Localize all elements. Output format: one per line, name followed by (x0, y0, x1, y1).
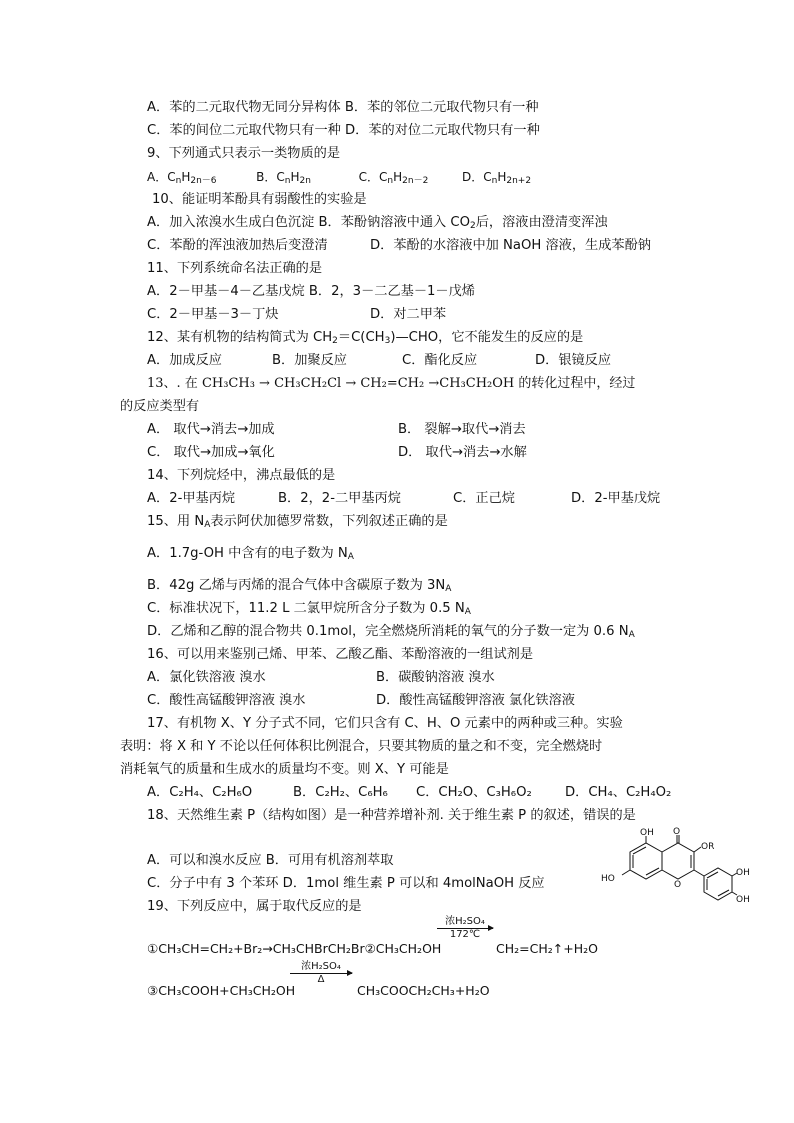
q15-option-d: D．乙烯和乙醇的混合物共 0.1mol，完全燃烧所消耗的氧气的分子数一定为 0.6 $N_A$ (147, 624, 635, 640)
q11-option-c: C．2－甲基－3－丁炔 (147, 307, 279, 322)
q15-option-a: A．1.7g-OH 中含有的电子数为 $N_A$ (147, 546, 354, 562)
q14-option-a: A．2-甲基丙烷 (147, 491, 236, 506)
q13-stem: 13、. 在 CH₃CH₃ → CH₃CH₂Cl → CH₂=CH₂ →CH₃CH₂OH 的转化过程中，经过 (147, 376, 636, 391)
q18-option-ab: A．可以和溴水反应 B．可用有机溶剂萃取 (147, 853, 394, 868)
q11-stem: 11、下列系统命名法正确的是 (147, 261, 323, 276)
q12-option-b: B．加聚反应 (272, 353, 347, 368)
q19-reaction-3: ③CH₃COOH+CH₃CH₂OH (147, 983, 296, 998)
q15-option-b: B．42g 乙烯与丙烯的混合气体中含碳原子数为 $3N_A$ (147, 578, 452, 594)
q16-option-c: C．酸性高锰酸钾溶液 溴水 (147, 693, 306, 708)
q9-option-a: A．$C_nH_{2n-6}$ (147, 170, 217, 186)
q15-stem: 15、用 $N_A$表示阿伏加德罗常数，下列叙述正确的是 (147, 514, 448, 530)
prev-option-cd: C．苯的间位二元取代物只有一种 D．苯的对位二元取代物只有一种 (147, 123, 540, 138)
q12-option-a: A．加成反应 (147, 353, 222, 368)
q17-stem-3: 消耗氧气的质量和生成水的质量均不变。则 X、Y 可能是 (120, 762, 449, 777)
q18-stem: 18、天然维生素 P（结构如图）是一种营养增补剂. 关于维生素 P 的叙述，错误的是 (147, 808, 636, 823)
struct-o-ring: O (674, 880, 682, 890)
q17-stem-1: 17、有机物 X、Y 分子式不同，它们只含有 C、H、O 元素中的两种或三种。实验 (147, 716, 623, 731)
q19-cond-3-bot: Δ (317, 974, 325, 985)
q19-cond-3-top: 浓H₂SO₄ (301, 961, 341, 972)
struct-oh-r1: OH (736, 868, 750, 878)
q15-option-c: C．标准状况下，11.2 L 二氯甲烷所含分子数为 0.5 $N_A$ (147, 601, 471, 617)
q18-option-cd: C．分子中有 3 个苯环 D．1mol 维生素 P 可以和 4molNaOH 反应 (147, 876, 545, 891)
q19-arrow-3 (290, 961, 352, 986)
q13-option-c: C． 取代→加成→氧化 (147, 445, 275, 460)
q17-option-a: A．C₂H₄、C₂H₆O (147, 785, 253, 800)
q17-option-d: D．CH₄、C₂H₄O₂ (565, 785, 672, 800)
q11-option-d: D．对二甲苯 (370, 307, 447, 322)
struct-or: OR (701, 842, 715, 852)
q10-option-c: C．苯酚的浑浊液加热后变澄清 (147, 238, 328, 253)
q12-stem: 12、某有机物的结构简式为 $CH_2=C(CH_3)—CHO$，它不能发生的反应的是 (147, 330, 584, 346)
q13-option-a: A． 取代→消去→加成 (147, 422, 275, 437)
q9-options (147, 168, 531, 186)
q14-option-c: C．正己烷 (453, 491, 515, 506)
q12-option-c: C．酯化反应 (402, 353, 478, 368)
q14-stem: 14、下列烷烃中，沸点最低的是 (147, 468, 336, 483)
q16-stem: 16、可以用来鉴别己烯、甲苯、乙酸乙酯、苯酚溶液的一组试剂是 (147, 647, 534, 662)
q10-stem: 10、能证明苯酚具有弱酸性的实验是 (152, 192, 367, 207)
q13-option-d: D． 取代→消去→水解 (398, 445, 527, 460)
q19-stem: 19、下列反应中，属于取代反应的是 (147, 899, 362, 914)
q13-option-b: B． 裂解→取代→消去 (398, 422, 526, 437)
ring-c (662, 843, 694, 879)
q12-option-d: D．银镜反应 (535, 353, 612, 368)
struct-o-carbonyl: O (673, 827, 681, 837)
q16-option-a: A．氯化铁溶液 溴水 (147, 670, 266, 685)
q19-cond-2-top: 浓H₂SO₄ (445, 916, 485, 927)
q17-option-b: B．C₂H₂、C₆H₆ (293, 785, 388, 800)
struct-ho-left: HO (601, 874, 615, 884)
q19-reaction-1-2: ①CH₃CH=CH₂+Br₂→CH₃CHBrCH₂Br②CH₃CH₂OH (147, 941, 442, 956)
q17-option-c: C．CH₂O、C₃H₆O₂ (416, 785, 532, 800)
q10-option-ab: A．加入浓溴水生成白色沉淀 B．苯酚钠溶液中通入 $CO_2$后，溶液由澄清变浑浊 (147, 215, 608, 231)
q19-product-3: CH₃COOCH₂CH₃+H₂O (357, 983, 490, 998)
q14-option-d: D．2-甲基戊烷 (571, 491, 661, 506)
ring-b (704, 868, 732, 900)
q19-cond-2-bot: 172℃ (449, 929, 481, 940)
q11-option-ab: A．2－甲基－4－乙基戊烷 B．2，3－二乙基－1－戊烯 (147, 284, 475, 299)
q14-option-b: B．2，2-二甲基丙烷 (278, 491, 401, 506)
ring-a (630, 843, 662, 879)
q9-stem: 9、下列通式只表示一类物质的是 (147, 146, 341, 161)
q19-product-2: CH₂=CH₂↑+H₂O (496, 941, 598, 956)
q10-option-d: D．苯酚的水溶液中加 NaOH 溶液，生成苯酚钠 (370, 238, 651, 253)
q9-option-b: B．$C_nH_{2n}$ (256, 170, 311, 186)
q16-option-d: D．酸性高锰酸钾溶液 氯化铁溶液 (376, 693, 575, 708)
struct-oh-r2: OH (736, 895, 750, 905)
q17-stem-2: 表明：将 X 和 Y 不论以任何体积比例混合，只要其物质的量之和不变，完全燃烧时 (120, 739, 603, 754)
prev-option-ab: A．苯的二元取代物无同分异构体 B．苯的邻位二元取代物只有一种 (147, 100, 539, 115)
q13-stem-cont: 的反应类型有 (120, 399, 200, 414)
q16-option-b: B．碳酸钠溶液 溴水 (376, 670, 495, 685)
struct-oh-top: OH (640, 828, 654, 838)
q9-option-d: D．$C_nH_{2n+2}$ (461, 170, 532, 186)
q9-option-c: C．$C_nH_{2n-2}$ (358, 170, 429, 186)
q19-arrow-2 (437, 916, 493, 941)
vitamin-p-structure (598, 827, 750, 912)
